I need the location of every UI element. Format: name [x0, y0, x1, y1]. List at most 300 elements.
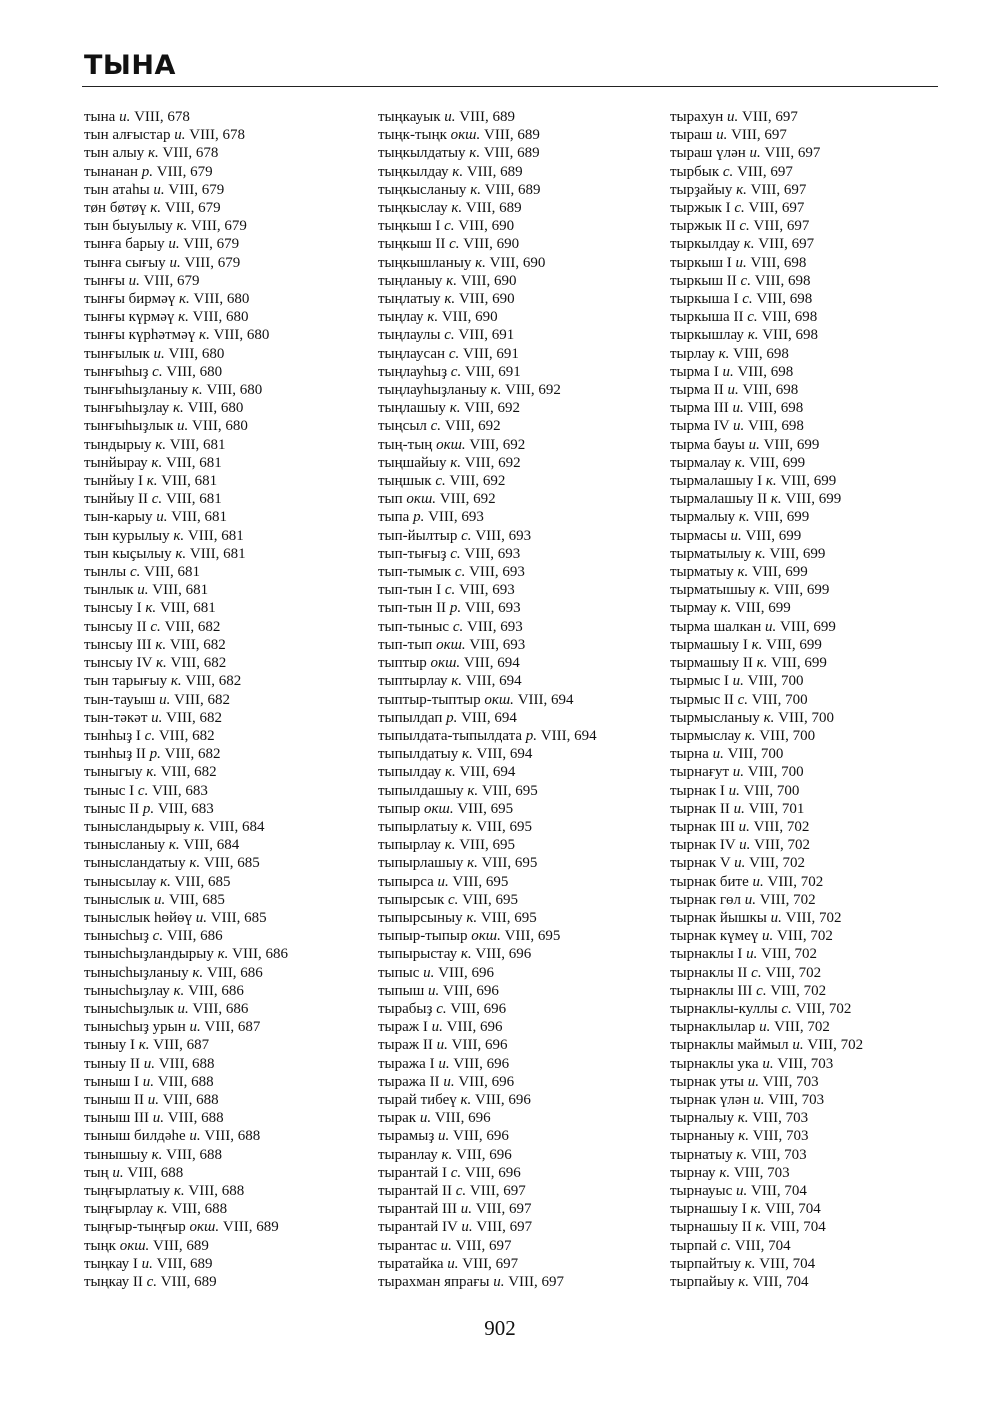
index-entry — [84, 909, 364, 927]
volume-page-reference: VIII, 702 — [749, 855, 805, 872]
part-of-speech: с. — [129, 564, 141, 581]
volume-page-reference: VIII, 699 — [734, 600, 791, 617]
volume-page-reference: VIII, 697 — [750, 181, 807, 198]
volume-page-reference: VIII, 691 — [458, 327, 515, 344]
headword: тырантай IV — [378, 1219, 458, 1236]
headword: тындырыу — [84, 436, 152, 453]
headword: тың-тың — [378, 436, 433, 453]
volume-page-reference: VIII, 698 — [737, 363, 794, 380]
headword: тырмасы — [670, 527, 727, 544]
part-of-speech: к. — [738, 509, 750, 526]
part-of-speech: к. — [146, 473, 158, 490]
index-entry — [378, 982, 663, 1000]
index-entry — [378, 691, 663, 709]
part-of-speech: к. — [736, 181, 747, 198]
part-of-speech: к. — [460, 1091, 472, 1108]
headword: тырнаклы-куллы — [670, 1000, 778, 1017]
headword: тынсыу I — [84, 600, 142, 617]
volume-page-reference: VIII, 700 — [778, 709, 834, 726]
headword: тынһыҙ II — [84, 746, 146, 763]
index-entry — [84, 1000, 364, 1018]
volume-page-reference: VIII, 690 — [458, 218, 515, 235]
headword: тырмашыу I — [670, 636, 748, 653]
index-entry — [670, 508, 940, 526]
index-entry — [84, 1164, 364, 1182]
headword: тыңлашыу — [378, 400, 446, 417]
volume-page-reference: VIII, 696 — [438, 964, 494, 981]
volume-page-reference: VIII, 695 — [459, 837, 516, 854]
index-entry — [84, 308, 364, 326]
part-of-speech: к. — [452, 163, 464, 180]
part-of-speech: окш. — [189, 1219, 220, 1236]
headword: тып — [378, 491, 403, 508]
volume-page-reference: VIII, 686 — [232, 946, 288, 963]
headword: тырнаклы маймыл — [670, 1037, 789, 1054]
index-entry — [670, 436, 940, 454]
headword: тыңкылдатыу — [378, 145, 466, 162]
volume-page-reference: VIII, 689 — [459, 109, 516, 125]
headword: тыныcһыҙлык — [84, 1000, 174, 1017]
volume-page-reference: VIII, 681 — [189, 545, 246, 562]
part-of-speech: и. — [727, 109, 739, 125]
headword: тыңкауык — [378, 109, 441, 125]
index-entry — [670, 782, 940, 800]
headword: тыңкылдау — [378, 163, 449, 180]
part-of-speech: к. — [718, 345, 730, 362]
volume-page-reference: VIII, 681 — [165, 491, 222, 508]
part-of-speech: к. — [460, 946, 472, 963]
part-of-speech: к. — [451, 200, 463, 217]
volume-page-reference: VIII, 702 — [785, 909, 842, 926]
part-of-speech: окш. — [424, 800, 454, 817]
volume-page-reference: VIII, 700 — [743, 782, 800, 799]
part-of-speech: и. — [440, 1237, 452, 1254]
volume-page-reference: VIII, 680 — [206, 382, 263, 399]
volume-page-reference: VIII, 690 — [441, 309, 498, 326]
part-of-speech: к. — [467, 855, 478, 872]
headword: тып-тығыҙ — [378, 545, 447, 562]
volume-page-reference: VIII, 693 — [458, 582, 515, 599]
index-entry — [670, 581, 940, 599]
headword: тыныш билдәһе — [84, 1128, 186, 1145]
volume-page-reference: VIII, 693 — [469, 636, 526, 653]
volume-page-reference: VIII, 680 — [166, 363, 223, 380]
headword: тырҙайыу — [670, 181, 733, 198]
index-entry — [670, 290, 940, 308]
volume-page-reference: VIII, 694 — [459, 764, 516, 781]
volume-page-reference: VIII, 698 — [747, 400, 804, 417]
headword: тыпылдашыу — [378, 782, 464, 799]
part-of-speech: и. — [159, 691, 171, 708]
headword: тыпырлау — [378, 837, 441, 854]
volume-page-reference: VIII, 686 — [188, 982, 244, 999]
volume-page-reference: VIII, 699 — [780, 473, 837, 490]
headword: тыныс I — [84, 782, 135, 799]
headword: тынйыу I — [84, 473, 144, 490]
headword: тыптыр — [378, 655, 427, 672]
headword: тынанан — [84, 163, 139, 180]
index-entry — [84, 1127, 364, 1145]
index-entry — [84, 618, 364, 636]
volume-page-reference: VIII, 688 — [127, 1164, 184, 1181]
volume-page-reference: VIII, 699 — [785, 491, 842, 508]
index-entry — [670, 1018, 940, 1036]
headword: тып-тыныс — [378, 618, 450, 635]
index-entry — [378, 800, 663, 818]
index-entry — [378, 727, 663, 745]
volume-page-reference: VIII, 682 — [169, 636, 226, 653]
headword: тып-тып — [378, 636, 433, 653]
index-entry — [670, 1237, 940, 1255]
part-of-speech: и. — [744, 891, 756, 908]
part-of-speech: к. — [148, 145, 159, 162]
part-of-speech: и. — [735, 254, 747, 271]
headword: тын-тауыш — [84, 691, 156, 708]
index-entry — [378, 964, 663, 982]
volume-page-reference: VIII, 680 — [213, 327, 270, 344]
index-entry — [378, 144, 663, 162]
headword: тырнак II — [670, 800, 730, 817]
headword: тынышыу — [84, 1146, 148, 1163]
headword: тыржык I — [670, 200, 731, 217]
headword: тырмыс I — [670, 673, 729, 690]
volume-page-reference: VIII, 702 — [761, 946, 817, 963]
part-of-speech: к. — [756, 655, 768, 672]
volume-page-reference: VIII, 697 — [742, 109, 798, 125]
part-of-speech: к. — [751, 636, 763, 653]
part-of-speech: и. — [419, 1110, 432, 1127]
index-entry — [378, 472, 663, 490]
volume-page-reference: VIII, 688 — [188, 1182, 245, 1199]
headword: тыңғырлатыу — [84, 1182, 171, 1199]
headword: тырнатыу — [670, 1146, 733, 1163]
part-of-speech: к. — [155, 436, 166, 453]
headword: тыраж II — [378, 1037, 433, 1054]
part-of-speech: и. — [189, 1019, 201, 1036]
volume-page-reference: VIII, 683 — [157, 800, 214, 817]
volume-page-reference: VIII, 700 — [747, 764, 804, 781]
part-of-speech: к. — [178, 309, 189, 326]
index-entry — [84, 163, 364, 181]
headword: тырахун — [670, 109, 724, 125]
part-of-speech: к. — [446, 272, 457, 289]
part-of-speech: к. — [738, 1274, 749, 1290]
index-entry — [378, 199, 663, 217]
headword: тыныс II — [84, 800, 140, 817]
volume-page-reference: VIII, 694 — [476, 746, 533, 763]
part-of-speech: к. — [156, 1201, 168, 1218]
headword: тырпайтыу — [670, 1255, 741, 1272]
headword: тырлау — [670, 345, 715, 362]
index-entry — [84, 235, 364, 253]
part-of-speech: и. — [730, 527, 742, 544]
volume-page-reference: VIII, 678 — [162, 145, 219, 162]
index-entry — [670, 873, 940, 891]
volume-page-reference: VIII, 704 — [759, 1255, 816, 1272]
part-of-speech: к. — [441, 1146, 453, 1163]
headword: тырнак гөл — [670, 891, 741, 908]
part-of-speech: с. — [737, 691, 749, 708]
index-entry — [378, 272, 663, 290]
headword: тынғы бирмәү — [84, 291, 176, 308]
part-of-speech: к. — [449, 400, 461, 417]
part-of-speech: и. — [169, 254, 181, 271]
volume-page-reference: VIII, 692 — [505, 382, 561, 399]
index-entry — [84, 508, 364, 526]
headword: тып-тын II — [378, 600, 447, 617]
index-entry — [670, 763, 940, 781]
volume-page-reference: VIII, 696 — [446, 1019, 503, 1036]
part-of-speech: к. — [138, 1037, 150, 1054]
index-entry — [670, 217, 940, 235]
index-entry — [378, 873, 663, 891]
part-of-speech: с. — [747, 309, 758, 326]
volume-page-reference: VIII, 698 — [750, 254, 807, 271]
headword: тынсыу III — [84, 636, 152, 653]
volume-page-reference: VIII, 681 — [144, 564, 200, 581]
index-entry — [378, 563, 663, 581]
part-of-speech: и. — [112, 1164, 124, 1181]
index-entry — [84, 181, 364, 199]
headword: тырнаныу — [670, 1128, 735, 1145]
index-column-2 — [378, 108, 663, 1291]
part-of-speech: окш. — [484, 691, 514, 708]
part-of-speech: и. — [759, 1019, 771, 1036]
headword: тырматылыу — [670, 545, 752, 562]
headword: тыраш — [670, 127, 713, 144]
part-of-speech: с. — [742, 291, 753, 308]
part-of-speech: и. — [461, 1219, 473, 1236]
index-entry — [670, 1109, 940, 1127]
index-entry — [378, 1218, 663, 1236]
volume-page-reference: VIII, 691 — [464, 363, 521, 380]
volume-page-reference: VIII, 679 — [143, 272, 200, 289]
index-entry — [670, 836, 940, 854]
headword: тырматыу — [670, 564, 734, 581]
index-entry — [84, 417, 364, 435]
volume-page-reference: VIII, 688 — [166, 1146, 222, 1163]
part-of-speech: с. — [448, 891, 459, 908]
index-entry — [670, 1036, 940, 1054]
index-entry — [378, 1273, 663, 1291]
index-entry — [84, 891, 364, 909]
part-of-speech: и. — [151, 709, 163, 726]
headword: тын курылыу — [84, 527, 170, 544]
part-of-speech: с. — [444, 327, 455, 344]
headword: тыныcһыҙландырыу — [84, 946, 214, 963]
volume-page-reference: VIII, 695 — [481, 855, 538, 872]
index-entry — [378, 599, 663, 617]
part-of-speech: и. — [443, 1073, 455, 1090]
index-entry — [84, 782, 364, 800]
index-entry — [84, 144, 364, 162]
volume-page-reference: VIII, 684 — [208, 818, 265, 835]
headword: тыныш III — [84, 1110, 150, 1127]
index-entry — [670, 945, 940, 963]
index-entry — [670, 1091, 940, 1109]
part-of-speech: с. — [137, 782, 149, 799]
index-entry — [670, 545, 940, 563]
volume-page-reference: VIII, 699 — [763, 436, 820, 453]
index-entry — [670, 527, 940, 545]
volume-page-reference: VIII, 692 — [449, 473, 506, 490]
part-of-speech: к. — [145, 600, 157, 617]
index-entry — [84, 272, 364, 290]
index-entry — [378, 818, 663, 836]
headword: тынлык — [84, 582, 134, 599]
volume-page-reference: VIII, 702 — [765, 964, 822, 981]
part-of-speech: к. — [470, 181, 481, 198]
index-entry — [670, 1255, 940, 1273]
headword: тырабыҙ — [378, 1000, 433, 1017]
headword: тыныш I — [84, 1073, 140, 1090]
volume-page-reference: VIII, 703 — [777, 1055, 834, 1072]
part-of-speech: к. — [150, 200, 162, 217]
index-entry — [378, 1018, 663, 1036]
headword: тырнак йышкы — [670, 909, 767, 926]
volume-page-reference: VIII, 693 — [464, 545, 521, 562]
part-of-speech: и. — [765, 618, 777, 635]
part-of-speech: и. — [747, 1073, 759, 1090]
part-of-speech: и. — [722, 363, 734, 380]
part-of-speech: и. — [156, 509, 168, 526]
part-of-speech: к. — [770, 491, 782, 508]
headword: тыпырлашыу — [378, 855, 464, 872]
volume-page-reference: VIII, 692 — [439, 491, 496, 508]
index-entry — [378, 126, 663, 144]
volume-page-reference: VIII, 681 — [171, 509, 228, 526]
volume-page-reference: VIII, 704 — [764, 1201, 821, 1218]
headword: тыңлаусан — [378, 345, 446, 362]
part-of-speech: и. — [153, 181, 165, 198]
volume-page-reference: VIII, 698 — [748, 418, 804, 435]
volume-page-reference: VIII, 695 — [481, 782, 538, 799]
part-of-speech: с. — [751, 964, 762, 981]
index-entry — [670, 381, 940, 399]
headword: тынғыһыҙлау — [84, 400, 170, 417]
index-entry — [378, 1237, 663, 1255]
headword: тып-тымык — [378, 564, 452, 581]
headword: тырмыс II — [670, 691, 734, 708]
volume-page-reference: VIII, 690 — [458, 291, 515, 308]
volume-page-reference: VIII, 682 — [174, 691, 230, 708]
headword: тыңғыр-тыңғыр — [84, 1219, 186, 1236]
index-entry — [378, 436, 663, 454]
index-entry — [670, 854, 940, 872]
volume-page-reference: VIII, 688 — [158, 1055, 215, 1072]
part-of-speech: с. — [152, 363, 163, 380]
running-header: ТЫНА — [84, 50, 176, 81]
headword: тырантас — [378, 1237, 437, 1254]
headword: тына — [84, 109, 116, 125]
headword: тырнак уты — [670, 1073, 744, 1090]
volume-page-reference: VIII, 699 — [745, 527, 802, 544]
volume-page-reference: VIII, 692 — [464, 400, 521, 417]
volume-page-reference: VIII, 678 — [189, 127, 246, 144]
volume-page-reference: VIII, 684 — [183, 837, 240, 854]
volume-page-reference: VIII, 689 — [153, 1237, 209, 1254]
volume-page-reference: VIII, 699 — [751, 564, 808, 581]
index-entry — [378, 1073, 663, 1091]
part-of-speech: и. — [712, 746, 724, 763]
part-of-speech: и. — [195, 909, 208, 926]
headword: тын-карыу — [84, 509, 153, 526]
part-of-speech: и. — [762, 928, 774, 945]
part-of-speech: к. — [736, 1146, 748, 1163]
index-entry — [84, 472, 364, 490]
volume-page-reference: VIII, 704 — [752, 1274, 809, 1290]
volume-page-reference: VIII, 697 — [508, 1274, 565, 1290]
volume-page-reference: VIII, 695 — [504, 928, 561, 945]
header-rule — [82, 86, 938, 87]
headword: тырнаклы II — [670, 964, 748, 981]
headword: тыптыр-тыптыр — [378, 691, 481, 708]
headword: тынысландырыу — [84, 818, 191, 835]
headword: тыпырсык — [378, 891, 445, 908]
part-of-speech: окш. — [436, 436, 466, 453]
part-of-speech: и. — [762, 1055, 774, 1072]
volume-page-reference: VIII, 699 — [780, 618, 836, 635]
index-entry — [670, 363, 940, 381]
part-of-speech: и. — [792, 1037, 804, 1054]
part-of-speech: к. — [720, 600, 732, 617]
part-of-speech: и. — [174, 127, 186, 144]
part-of-speech: и. — [153, 345, 165, 362]
headword: тыңкышланыу — [378, 254, 472, 271]
volume-page-reference: VIII, 697 — [764, 145, 821, 162]
index-entry — [84, 436, 364, 454]
part-of-speech: и. — [753, 1091, 765, 1108]
index-entry — [670, 909, 940, 927]
part-of-speech: к. — [475, 254, 486, 271]
index-entry — [670, 235, 940, 253]
headword: тыңшайыу — [378, 454, 447, 471]
headword: тыныcһыҙлау — [84, 982, 170, 999]
headword: тыража II — [378, 1073, 440, 1090]
headword: тыпыр — [378, 800, 421, 817]
index-entry — [84, 873, 364, 891]
index-entry — [84, 800, 364, 818]
part-of-speech: к. — [151, 454, 163, 471]
volume-page-reference: VIII, 686 — [166, 928, 223, 945]
volume-page-reference: VIII, 696 — [450, 1000, 507, 1017]
index-entry — [378, 618, 663, 636]
index-entry — [670, 345, 940, 363]
index-entry — [378, 381, 663, 399]
headword: тырнашыу I — [670, 1201, 747, 1218]
volume-page-reference: VIII, 695 — [457, 800, 514, 817]
volume-page-reference: VIII, 689 — [222, 1219, 279, 1236]
index-entry — [84, 1273, 364, 1291]
part-of-speech: с. — [150, 618, 161, 635]
headword: тынғыһыҙ — [84, 363, 149, 380]
part-of-speech: с. — [734, 200, 745, 217]
volume-page-reference: VIII, 680 — [192, 309, 249, 326]
headword: тыпылдатыу — [378, 746, 459, 763]
part-of-speech: р. — [149, 746, 161, 763]
volume-page-reference: VIII, 689 — [483, 145, 540, 162]
part-of-speech: и. — [444, 109, 456, 125]
part-of-speech: и. — [460, 1201, 472, 1218]
index-entry — [670, 745, 940, 763]
part-of-speech: и. — [447, 1255, 459, 1272]
index-entry — [378, 527, 663, 545]
part-of-speech: окш. — [119, 1237, 150, 1254]
headword: тыпа — [378, 509, 410, 526]
volume-page-reference: VIII, 689 — [465, 200, 522, 217]
index-entry — [378, 1000, 663, 1018]
headword: тыпыш — [378, 982, 425, 999]
